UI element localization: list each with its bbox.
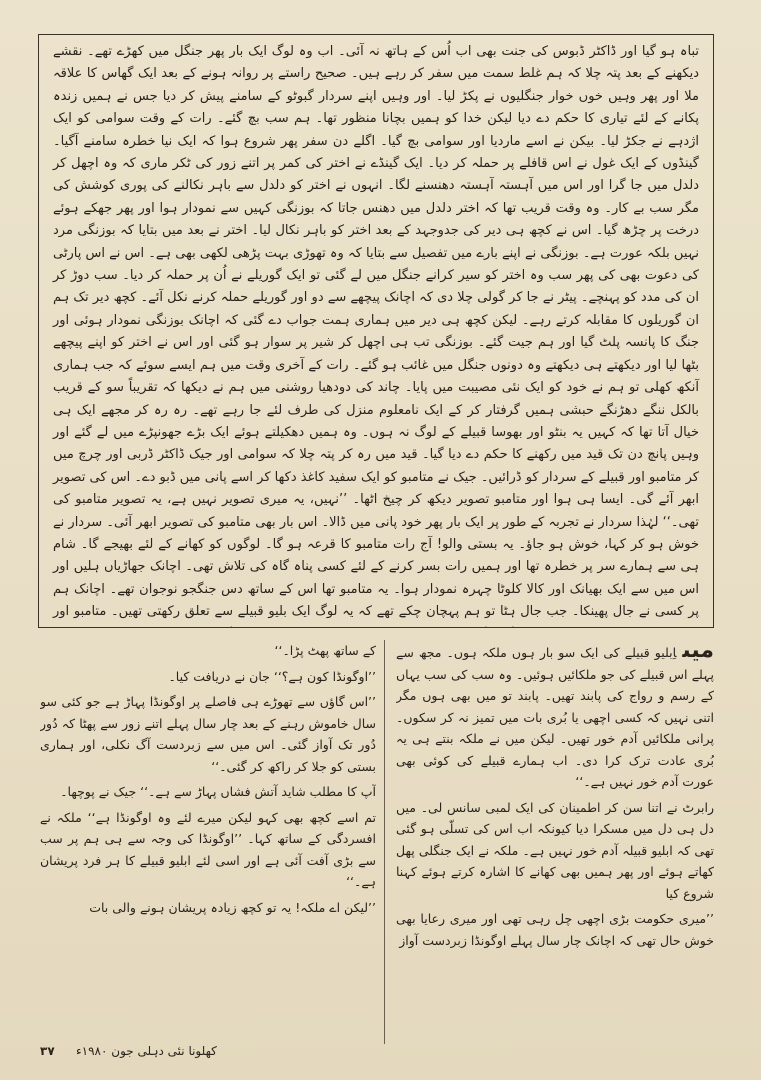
body-paragraph: ’’میری حکومت بڑی اچھی چل رہی تھی اور میری رعایا بھی خوش حال تھی کہ اچانک چار سال پہلے اوگونڈا زبردست آواز <box>396 911 714 948</box>
right-text-column <box>396 640 714 1050</box>
body-paragraph: تم اسے کچھ بھی کہو لیکن میرے لئے وہ اوگونڈا ہے‘‘ ملکہ نے افسردگی کے ساتھ کہا۔ ’’اوگونڈا کی وجہ سے ہی ہم پر سب سے بڑی آفت آئی ہے اور اسی لئے ابلیو قبیلے کا ہر فرد پریشان ہے۔‘‘ <box>40 809 376 889</box>
page-number: ۳۷ <box>40 1044 55 1058</box>
body-paragraph: آپ کا مطلب شاید آتش فشاں پہاڑ سے ہے۔‘‘ جیک نے پوچھا۔ <box>60 784 376 799</box>
opening-paragraph-text: اِبلیو قبیلے کی ایک سو بار ہوں ملکہ ہوں۔ مجھ سے پہلے اس قبیلے کی جو ملکائیں ہوئیں۔ وہ سب کی سب یہاں کے رسم و رواج کی پابند تھیں۔ پابند تو میں بھی ہوں مگر اتنی نہیں کہ کسی اچھی یا بُری بات میں تمیز نہ کر سکوں۔ پرانی ملکائیں آدم خور تھیں۔ لیکن میں نے ملکہ بنتے ہی یہ بُری عادت ترک کرا دی۔ اب ہمارے قبیلے کی کوئی بھی عورت آدم خور نہیں ہے۔‘‘ <box>396 645 714 789</box>
opening-paragraph <box>396 640 714 793</box>
body-paragraph: ’’لیکن اے ملکہ! یہ تو کچھ زیادہ پریشان ہونے والی بات <box>89 899 376 915</box>
body-paragraph: ’’اس گاؤں سے تھوڑے ہی فاصلے پر اوگونڈا پہاڑ ہے جو کئی سو سال خاموش رہنے کے بعد چار سال پہلے اتنے زور سے پھٹا کہ دُور دُور تک آواز گئی۔ اس میں سے زبردست آگ نکلی، اور ہماری بستی کو جلا کر راکھ کر گئی۔‘‘ <box>40 694 376 774</box>
left-text-column <box>40 640 376 1050</box>
summary-paragraph: تباہ ہو گیا اور ڈاکٹر ڈبوس کی جنت بھی اب اُس کے ہاتھ نہ آئی۔ اب وہ لوگ ایک بار پھر جنگل میں کھڑے تھے۔ نقشے دیکھنے کے بعد پتہ چلا کہ ہم غلط سمت میں سفر کر رہے ہیں۔ صحیح راستے پر روانہ ہونے کے بعد ایک گھاس کا علاقہ ملا اور پھر وہیں خوں خوار جنگلیوں نے پکڑ لیا۔ اور وہیں اپنے سردار گبوٹو کے سامنے پیش کر دیا جس نے ہمیں زندہ پکانے کے لئے تیاری کا حکم دے دیا لیکن خدا کو ہمیں بچانا منظور تھا۔ ہم سب بچ گئے۔ رات کے وقت سوامی کو ایک اژدہے نے جکڑ لیا۔ بیکن نے اسے ماردیا اور سوامی بچ گیا۔ اگلے دن سفر پھر شروع ہوا کہ ایک نیا خطرہ سامنے آگیا۔ گینڈوں کے ایک غول نے اس قافلے پر حملہ کر دیا۔ ایک گینڈے نے اختر کی کمر پر اتنے زور کی ٹکر ماری کہ وہ اچھل کر دلدل میں جا گرا اور اس میں آہستہ آہستہ دھنسنے لگا۔ انہوں نے اختر کو دلدل سے باہر نکالنے کی پوری کوشش کی مگر سب بے کار۔ وہ وقت قریب تھا کہ اختر دلدل میں دھنس جاتا کہ بوزنگی کہیں سے نمودار ہوا اور پھر جھکے ہوئے درخت پر چڑھ گیا۔ اس نے کچھ ہی دیر کی جدوجہد کے بعد اختر کو باہر نکال لیا۔ اختر نے بعد میں بتایا کہ بوزنگی مرد نہیں بلکہ عورت ہے۔ بوزنگی نے اپنے بارے میں تفصیل سے بتایا کہ وہ تھوڑی بہت پڑھی لکھی بھی ہے۔ اس نے اس پارٹی کی دعوت بھی کی پھر سب وہ اختر کو سیر کرانے جنگل میں لے گئی تو ایک گوریلے نے اُن پر حملہ کر دیا۔ سب دوڑ کر ان کی مدد کو پہنچے۔ پیٹر نے جا کر گولی چلا دی کہ اچانک پیچھے سے دو اور گوریلے حملہ کرنے نکل آئے۔ کچھ دیر تک ہم ان گوریلوں کا مقابلہ کرتے رہے۔ لیکن کچھ ہی دیر میں ہماری ہمت جواب دے گئی کہ اچانک بوزنگی نمودار ہوئی اور جنگ کا پانسہ پلٹ گیا اور ہم جیت گئے۔ بوزنگی تب ہی اچھل کر شیر پر سوار ہو گئی اور اس نے اختر کو اپنے پیچھے بٹھا لیا اور دیکھتے ہی دیکھتے وہ دونوں جنگل میں غائب ہو گئے۔ رات کے آخری وقت میں ہم ایسے سوئے کہ جب ہماری آنکھ کھلی تو ہم نے خود کو ایک نئی مصیبت میں پایا۔ چاند کی دودھیا روشنی میں ہم نے دیکھا کہ تقریباً سو کے قریب بالکل ننگے دھڑنگے حبشی ہمیں گرفتار کر کے ایک نامعلوم منزل کی طرف لئے جا رہے تھے۔ رہ رہ کر مجھے ایک ہی خیال آتا تھا کہ کہیں یہ بنٹو اور بھوسا قبیلے کے لوگ نہ ہوں۔ وہ ہمیں دھکیلتے ہوئے ایک بڑے جھونپڑے میں لے گئے اور وہیں پانچ دن تک قید میں رکھنے کا حکم دے دیا گیا۔ قید میں رہ کر پتہ چلا کہ سوامی اور جیک ڈاکٹر ڈربی اور چرچ میں کر متامبو اور قبیلے کے سردار کو ڈرائیں۔ جیک نے متامبو کو ایک سفید کاغذ دکھا کر اسے پانی میں ڈبو دے۔ اس کی تصویر ابھر آئے گی۔ ایسا ہی ہوا اور متامبو تصویر دیکھ کر چیخ اٹھا۔ ’’نہیں، یہ میری تصویر نہیں ہے، یہ تصویر متامبو کی تھی۔‘‘ لہٰذا سردار نے تجربہ کے طور پر ایک بار پھر خود پانی میں ڈالا۔ اس بار بھی متامبو کی تصویر ابھر آئی۔ سردار نے خوش ہو کر کہا، خوش ہو جاؤ۔ یہ بستی والو! آج رات متامبو کا قرعہ ہو گا۔ لوگوں کو کھانے کے لئے بھیجے گا۔ شام ہی سے ہمارے سر پر خطرہ تھا اور ہمیں رات بسر کرنے کے لئے کسی پناہ گاہ کی تلاش تھی۔ اچانک جھاڑیاں ہلیں اور اس میں سے ایک بھیانک اور کالا کلوٹا چہرہ نمودار ہوا۔ یہ متامبو تھا اس کے ساتھ دس جنگجو نوجوان تھے۔ اچانک ہم پر کسی نے جال پھینکا۔ جب جال ہٹا تو ہم پہچان چکے تھے کہ یہ لوگ ایک بلیو قبیلے سے تعلق رکھتی تھیں۔ متامبو اور <box>53 44 699 620</box>
body-paragraph: ’’اوگونڈا کون ہے؟‘‘ جان نے دریافت کیا۔ <box>168 668 376 684</box>
drop-word: میں <box>682 640 714 663</box>
column-divider <box>384 640 385 1044</box>
publication-line: کھلونا نئی دہلی جون ۱۹۸۰ء <box>76 1044 217 1058</box>
story-summary-box <box>38 34 714 628</box>
body-paragraph: رابرٹ نے اتنا سن کر اطمینان کی ایک لمبی سانس لی۔ میں دل ہی دل میں مسکرا دیا کیونکہ اب اس کی تسلّی ہو گئی تھی کہ ابلیو قبیلہ آدم خور نہیں ہے۔ ملکہ نے ایک جنگلی پھل کھاتے ہوئے اور پھر ہمیں بھی کھانے کا اشارہ کرتے ہوئے کہنا شروع کیا <box>396 799 714 901</box>
body-paragraph: کے ساتھ پھٹ پڑا۔‘‘ <box>274 643 376 658</box>
